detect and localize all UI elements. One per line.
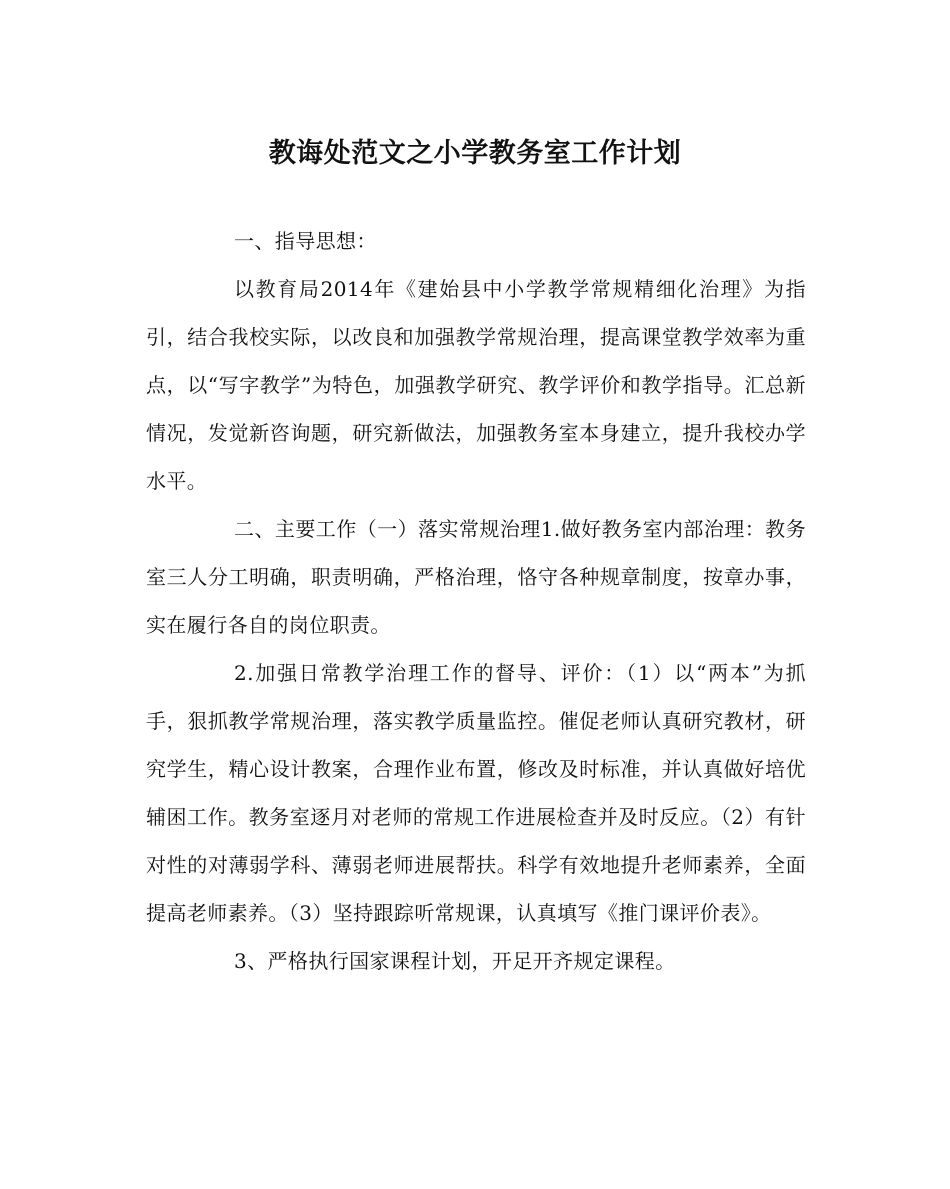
paragraph-guiding-ideology: 以教育局2014年《建始县中小学教学常规精细化治理》为指引，结合我校实际，以改良和加强教学常规治理，提高课堂教学效率为重点，以“写字教学”为特色，加强教学研究、教学评价和教学指导。汇总新情况，发觉新咨询题，研究新做法，加强教务室本身建立，提升我校办学水平。 bbox=[146, 277, 806, 493]
document-body bbox=[146, 217, 806, 985]
paragraph-main-work: 二、主要工作（一）落实常规治理1.做好教务室内部治理：教务室三人分工明确，职责明确，严格治理，恪守各种规章制度，按章办事，实在履行各自的岗位职责。 bbox=[146, 517, 806, 637]
paragraph-daily-supervision: 2.加强日常教学治理工作的督导、评价：（1）以“两本”为抓手，狠抓教学常规治理，落实教学质量监控。催促老师认真研究教材，研究学生，精心设计教案，合理作业布置，修改及时标准，并认真做好培优辅困工作。教务室逐月对老师的常规工作进展检查并及时反应。（2）有针对性的对薄弱学科、薄弱老师进展帮扶。科学有效地提升老师素养，全面提高老师素养。（3）坚持跟踪听常规课，认真填写《推门课评价表》。 bbox=[146, 661, 806, 925]
document-title: 教诲处范文之小学教务室工作计划 bbox=[268, 138, 682, 169]
paragraph-curriculum-plan: 3、严格执行国家课程计划，开足开齐规定课程。 bbox=[234, 949, 676, 973]
paragraph-guiding-ideology-heading: 一、指导思想： bbox=[234, 229, 377, 253]
